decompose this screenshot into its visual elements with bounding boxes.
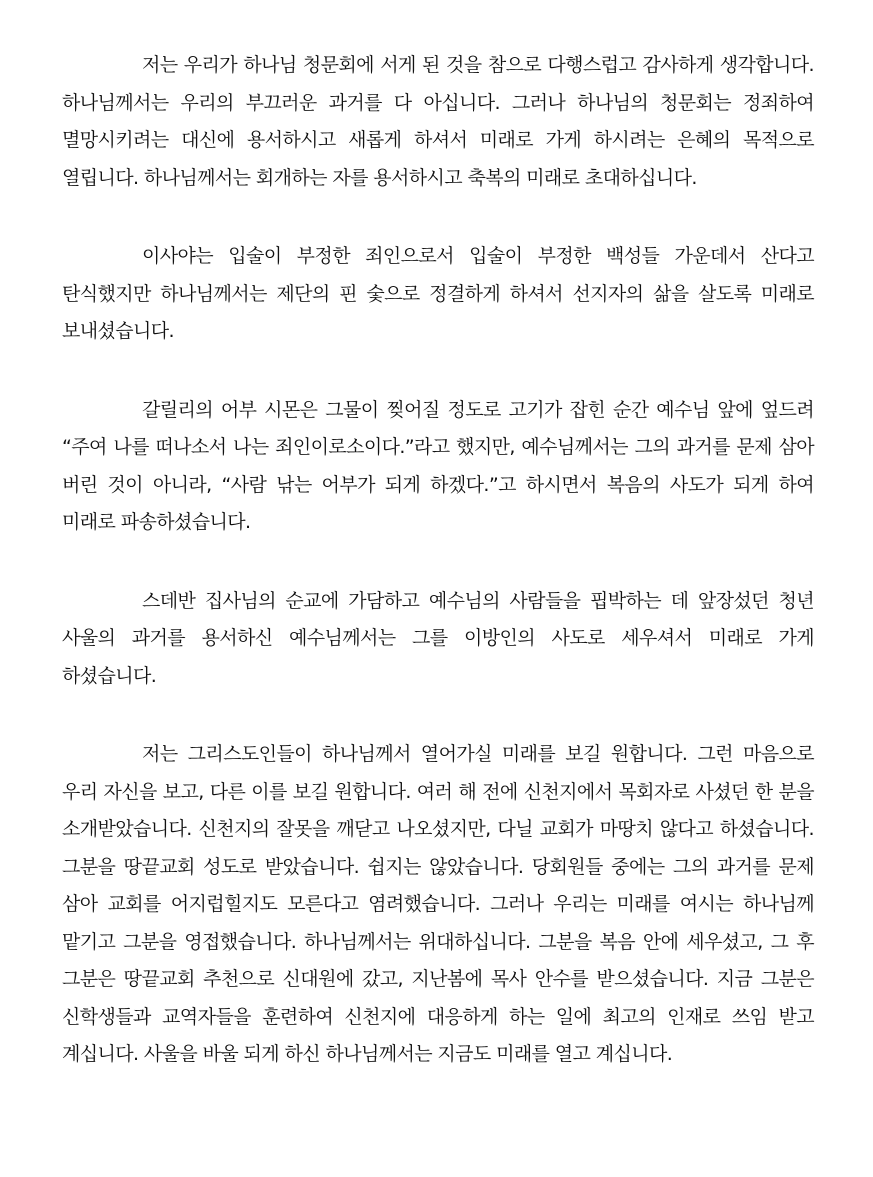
paragraph-5: 저는 그리스도인들이 하나님께서 열어가실 미래를 보길 원합니다. 그런 마음으로 우리 자신을 보고, 다른 이를 보길 원합니다. 여러 해 전에 신천지에서 목회자로 사셨던 한 분을 소개받았습니다. 신천지의 잘못을 깨닫고 나오셨지만, 다닐 교회가 마땅치 않다고 하셨습니다. 그분을 땅끝교회 성도로 받았습니다. 쉽지는 않았습니다. 당회원들 중에는 그의 과거를 문제 삼아 교회를 어지럽힐지도 모른다고 염려했습니다. 그러나 우리는 미래를 여시는 하나님께 맡기고 그분을 영접했습니다. 하나님께서는 위대하십니다. 그분을 복음 안에 세우셨고, 그 후 그분은 땅끝교회 추천으로 신대원에 갔고, 지난봄에 목사 안수를 받으셨습니다. 지금 그분은 신학생들과 교역자들을 훈련하여 신천지에 대응하게 하는 일에 최고의 인재로 쓰임 받고 계십니다. 사울을 바울 되게 하신 하나님께서는 지금도 미래를 열고 계십니다. <box>62 743 814 1065</box>
document-page <box>62 47 814 1074</box>
paragraph-2: 이사야는 입술이 부정한 죄인으로서 입술이 부정한 백성들 가운데서 산다고 탄식했지만 하나님께서는 제단의 핀 숯으로 정결하게 하셔서 선지자의 삶을 살도록 미래로 보내셨습니다. <box>62 245 814 342</box>
paragraph-4: 스데반 집사님의 순교에 가담하고 예수님의 사람들을 핍박하는 데 앞장섰던 청년 사울의 과거를 용서하신 예수님께서는 그를 이방인의 사도로 세우셔서 미래로 가게 하셨습니다. <box>62 589 814 687</box>
paragraph-1: 저는 우리가 하나님 청문회에 서게 된 것을 참으로 다행스럽고 감사하게 생각합니다. 하나님께서는 우리의 부끄러운 과거를 다 아십니다. 그러나 하나님의 청문회는 정죄하여 멸망시키려는 대신에 용서하시고 새롭게 하셔서 미래로 가게 하시려는 은혜의 목적으로 열립니다. 하나님께서는 회개하는 자를 용서하시고 축복의 미래로 초대하십니다. <box>62 54 814 189</box>
paragraph-3: 갈릴리의 어부 시몬은 그물이 찢어질 정도로 고기가 잡힌 순간 예수님 앞에 엎드려 “주여 나를 떠나소서 나는 죄인이로소이다.”라고 했지만, 예수님께서는 그의 과거를 문제 삼아 버린 것이 아니라, “사람 낚는 어부가 되게 하겠다.”고 하시면서 복음의 사도가 되게 하여 미래로 파송하셨습니다. <box>62 398 814 533</box>
